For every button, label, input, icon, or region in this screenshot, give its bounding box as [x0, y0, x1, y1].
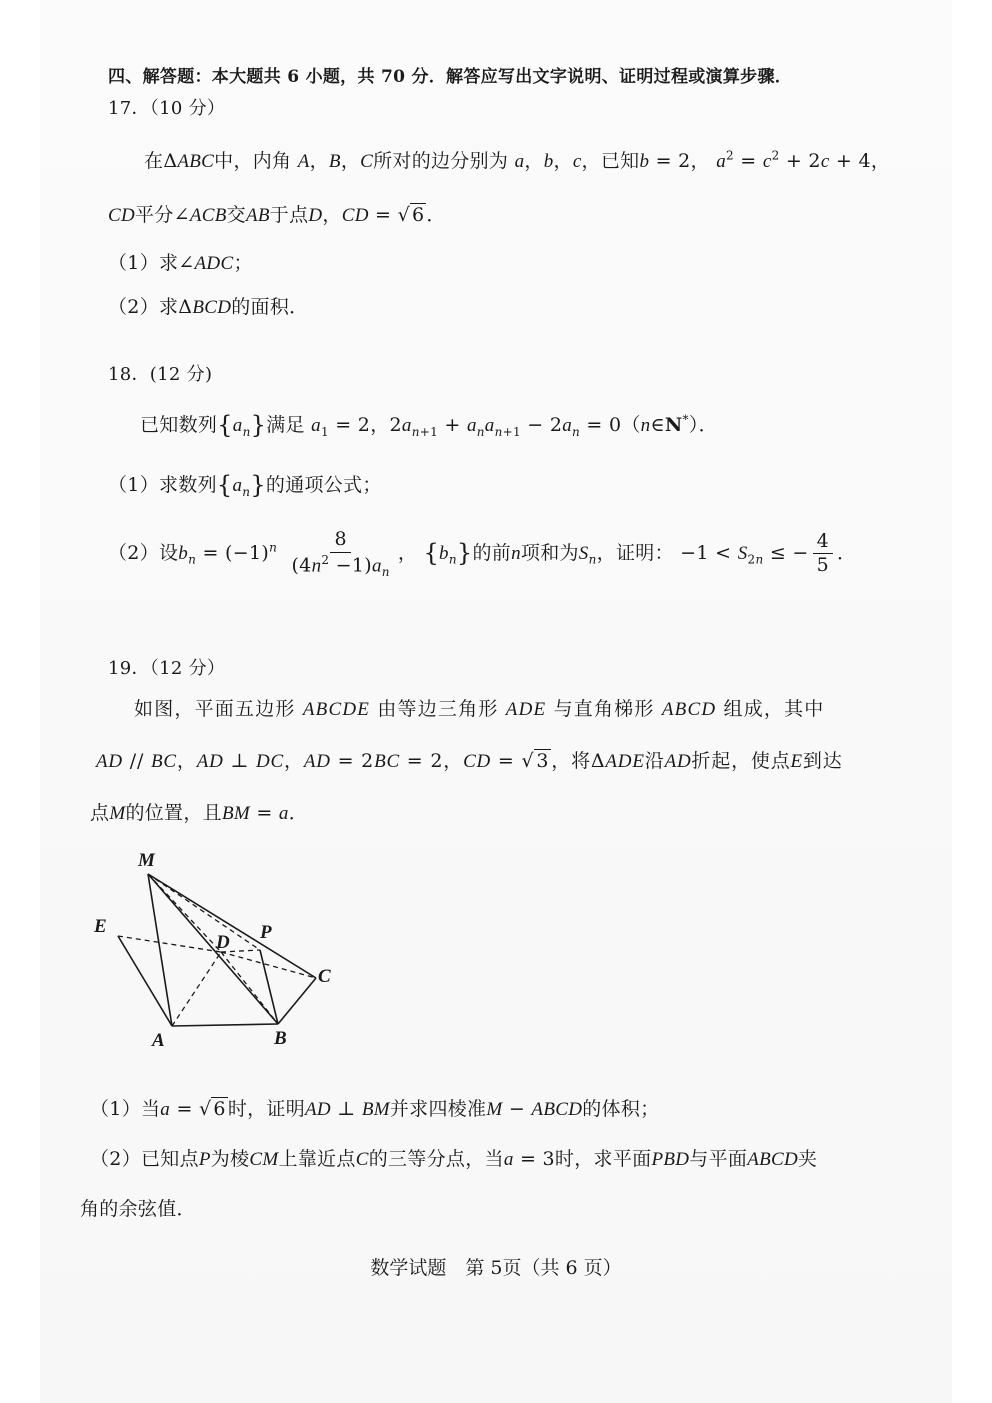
page-footer: 数学试题 第 5页（共 6 页）: [370, 1257, 622, 1279]
q19-line2: AD // BC，AD ⊥ DC，AD = 2BC = 2，CD = √ 3 ，将ΔADE沿AD折起，使点E到达: [96, 750, 843, 772]
q17-number: 17．（10 分）: [108, 98, 226, 119]
edge-AB: [172, 1024, 278, 1026]
q18-part1: （1）求数列$\{a_n\}$的通项公式；: [108, 471, 382, 499]
label-A: A: [152, 1030, 165, 1051]
label-B: B: [274, 1028, 287, 1049]
q18-part2: （2）设$b_n = (-1)^n$ $\frac{8}{(4n^2 -1)a_n}$ ， $\{b_n\}$的前n项和为$S_n$，证明： $-1 < S_{2n}$ ≤ − $\frac{4}{5}$ ．: [108, 528, 857, 579]
q18-number: 18．(12 分): [108, 364, 213, 385]
q17-intro: 在ΔABC中，内角 A，B，C所对的边分别为 a，b，c，已知b = 2， $a^2 = c^2 + 2c + 4$，: [144, 148, 891, 172]
edge-MC: [148, 874, 316, 978]
q17-line2: CD平分∠ACB交AB于点D，CD = √ 6 ．: [108, 204, 446, 226]
q17-part2: （2）求ΔBCD的面积．: [108, 296, 309, 318]
edge-ED: [118, 936, 221, 952]
q18-intro: 已知数列$\{a_n\}$满足 $a_1 = 2$，$2a_{n+1} + a_na_{n+1} - 2a_n$ = 0（n∈N*）．: [140, 411, 718, 439]
label-C: C: [318, 966, 331, 987]
q19-part1: （1）当a = √ 6 时，证明AD ⊥ BM并求四棱准M − ABCD的体积；: [90, 1098, 660, 1120]
pyramid-figure: [88, 848, 348, 1058]
label-E: E: [94, 916, 107, 937]
q19-line3: 点M的位置，且BM = a．: [90, 802, 309, 824]
q19-line1: 如图，平面五边形 ABCDE 由等边三角形 ADE 与直角梯形 ABCD 组成，其中: [134, 698, 825, 720]
edge-AD: [172, 952, 221, 1026]
section-heading: 四、解答题：本大题共 6 小题，共 70 分．解答应写出文字说明、证明过程或演算步骤．: [108, 67, 793, 87]
label-D: D: [216, 932, 230, 953]
edge-BC: [278, 978, 316, 1024]
edge-EA: [118, 936, 172, 1026]
q19-number: 19．（12 分）: [108, 658, 226, 679]
label-P: P: [260, 922, 272, 943]
label-M: M: [138, 850, 155, 871]
q19-part2-cont: 角的余弦值．: [80, 1198, 196, 1220]
q19-part2: （2）已知点P为棱CM上靠近点C的三等分点，当a = 3时，求平面PBD与平面ABCD夹: [90, 1148, 818, 1170]
q17-part1: （1）求∠ADC；: [108, 252, 253, 274]
